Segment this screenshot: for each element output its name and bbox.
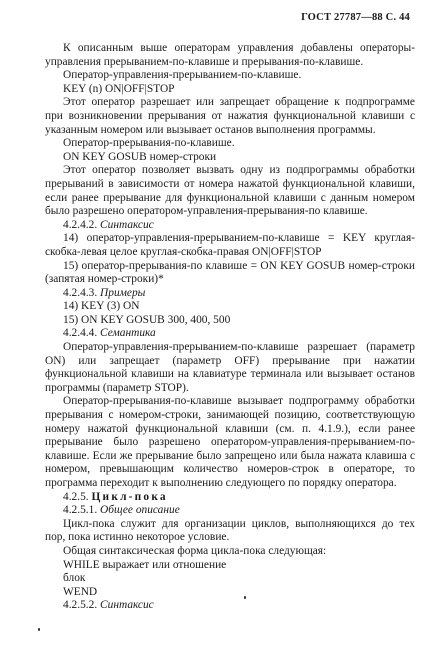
section-number: 4.2.4.3. [63, 286, 98, 299]
section-number: 4.2.5.1. [63, 504, 98, 517]
section-4242-heading [63, 219, 415, 233]
document-body [45, 42, 415, 613]
section-4244-heading [63, 327, 415, 341]
section-label: Общее описание [100, 504, 180, 517]
section-number: 4.2.4.2. [63, 218, 98, 231]
syntax-rule-14: 14) оператор-управления-прерыванием-по-клавише = KEY круглая-скобка-левая целое круглая-скобка-правая ON|OFF|STOP [45, 232, 415, 258]
section-number: 4.2.5.2. [63, 599, 98, 612]
section-425-heading [63, 491, 415, 505]
operator-key-interrupt-syntax: ON KEY GOSUB номер-строки [63, 150, 217, 163]
section-label: Примеры [100, 286, 146, 299]
example-15: 15) ON KEY GOSUB 300, 400, 500 [63, 313, 231, 326]
operator-key-control-description: Этот оператор разрешает или запрещает обращение к подпрограмме при возникновении прерывания от нажатия функциональной клавиши с указанным номером или вызывает останов выполнения программы. [45, 96, 415, 136]
section-label: Семантика [100, 327, 156, 340]
loop-general-form: Общая синтаксическая форма цикла-пока следующая: [63, 544, 327, 557]
section-number: 4.2.5. [63, 490, 89, 503]
syntax-rule-15: 15) оператор-прерывания-по клавише = ON KEY GOSUB номер-строки (запятая номер-строки)* [45, 259, 415, 286]
loop-syntax-block: блок [63, 572, 86, 585]
section-number: 4.2.4.4. [63, 327, 98, 340]
section-label: Цикл-пока [91, 490, 168, 503]
semantics-paragraph-1: Оператор-управления-прерыванием-по-клавише разрешает (параметр ON) или запрещает (параметр OFF) прерывание при нажатии функциональной клавиши на клавиатуре терминала или вызывает останов программы (параметр STOP). [45, 341, 415, 394]
section-4252-heading [63, 599, 415, 613]
intro-paragraph: К описанным выше операторам управления добавлены операторы-управления прерыванием-по-клавише и прерывания-по-клавише. [45, 42, 415, 68]
section-label: Синтаксис [100, 218, 154, 231]
operator-key-interrupt-description: Этот оператор позволяет вызвать одну из подпрограммы обработки прерываний в зависимости от номера нажатой функциональной клавиши, если ранее прерывание для функциональной клавиши с данным номером было разрешено оператором-управления-прерывания-по клавише. [45, 164, 415, 218]
operator-key-control-title: Оператор-управления-прерыванием-по-клавише. [63, 69, 302, 82]
loop-description: Цикл-пока служит для организации циклов, выполняющихся до тех пор, пока истинно некоторое условие. [45, 517, 415, 544]
semantics-paragraph-2: Оператор-прерывания-по-клавише вызывает подпрограмму обработки прерывания с номером-строки, занимающей позицию, соответствующую номеру нажатой функциональной клавиши (см. п. 4.1.9.), если ранее прерывание было разрешено оператором-управления-прерыванием-по-клавише. Если же прерывание было запрещено или была нажата клавиша с номером, превышающим количество номеров-строк в операторе, то программа переходит к выполнению следующего по порядку оператора. [45, 395, 415, 489]
scan-speck [244, 596, 246, 599]
section-4251-heading [63, 504, 415, 518]
operator-key-control-syntax: KEY (n) ON|OFF|STOP [63, 82, 175, 95]
loop-syntax-while: WHILE выражает или отношение [63, 558, 227, 571]
example-14: 14) KEY (3) ON [63, 300, 140, 313]
loop-syntax-wend: WEND [63, 585, 98, 598]
section-label: Синтаксис [100, 599, 154, 612]
scan-speck [38, 628, 40, 631]
section-4243-heading [63, 287, 415, 301]
operator-key-interrupt-title: Оператор-прерывания-по-клавише. [63, 137, 235, 150]
page-header: ГОСТ 27787—88 С. 44 [301, 12, 410, 23]
